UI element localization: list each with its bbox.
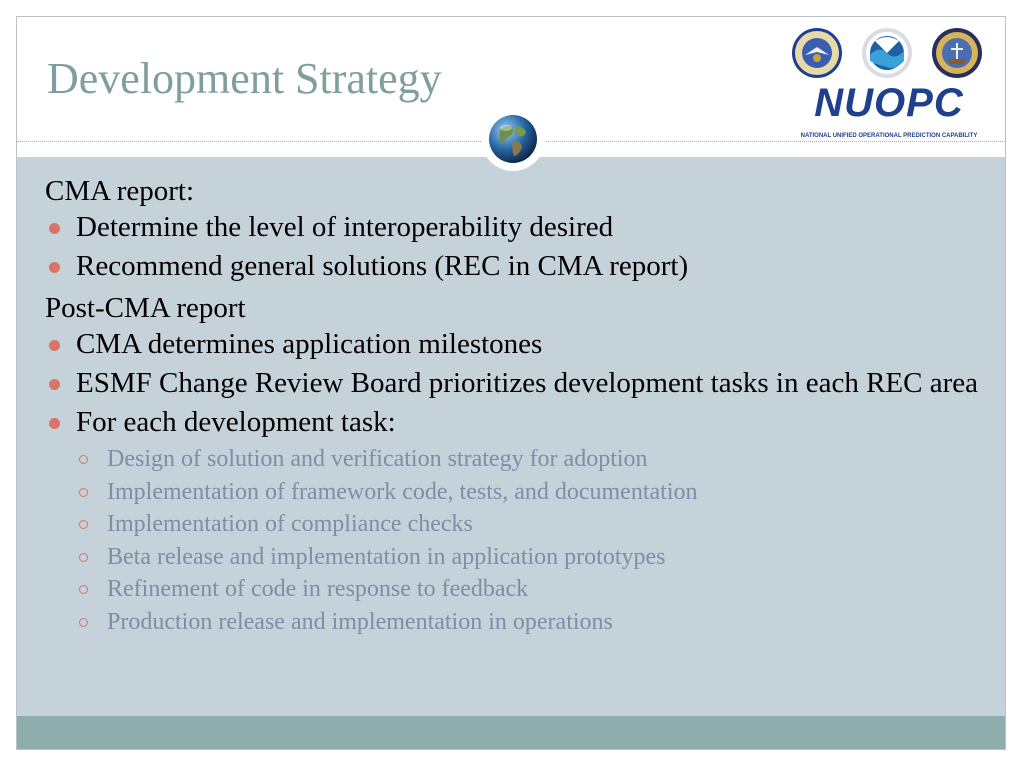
- sub-bullet-text: Implementation of compliance checks: [107, 511, 473, 537]
- sub-bullet-text: Design of solution and verification strategy for adoption: [107, 446, 648, 472]
- bullet-item: [45, 368, 985, 398]
- sub-bullet-ring-icon: [79, 520, 88, 529]
- noaa-seal-icon: [861, 27, 913, 79]
- sub-bullet-item: [45, 446, 985, 473]
- nuopc-logo: [789, 27, 989, 139]
- bullet-dot-icon: [49, 262, 60, 273]
- sub-bullet-item: [45, 609, 985, 636]
- sub-bullet-ring-icon: [79, 455, 88, 464]
- sub-bullet-text: Beta release and implementation in application prototypes: [107, 543, 666, 570]
- sub-bullet-item: [45, 576, 985, 603]
- bullet-text: For each development task:: [76, 406, 396, 438]
- nuopc-tagline: NATIONAL UNIFIED OPERATIONAL PREDICTION CAPABILITY: [800, 133, 978, 139]
- bullet-dot-icon: [49, 418, 60, 429]
- bullet-item: [45, 212, 985, 242]
- slide-body: [45, 173, 985, 641]
- bullet-dot-icon: [49, 340, 60, 351]
- section-heading-post-cma-report: Post-CMA report: [45, 292, 246, 324]
- sub-bullet-ring-icon: [79, 585, 88, 594]
- bullet-item: [45, 329, 985, 359]
- bullet-dot-icon: [49, 223, 60, 234]
- nuopc-wordmark: NUOPC: [814, 81, 964, 125]
- bullet-text: ESMF Change Review Board prioritizes development tasks in each REC area: [76, 367, 979, 399]
- bullet-item: [45, 251, 985, 281]
- bullet-text: CMA determines application milestones: [76, 328, 543, 360]
- sub-bullet-ring-icon: [79, 488, 88, 497]
- slide-title: Development Strategy: [47, 54, 442, 103]
- sub-bullet-ring-icon: [79, 618, 88, 627]
- section-heading-cma-report: CMA report:: [45, 175, 195, 207]
- sub-bullet-text: Implementation of framework code, tests, and documentation: [107, 478, 698, 505]
- sub-bullet-item: [45, 479, 985, 506]
- sub-bullet-item: [45, 511, 985, 538]
- sub-bullet-ring-icon: [79, 553, 88, 562]
- footer-bar: [17, 716, 1005, 750]
- slide: [16, 16, 1006, 750]
- globe-badge: [481, 107, 545, 171]
- bullet-item: [45, 407, 985, 437]
- bullet-text: Recommend general solutions (REC in CMA report): [76, 250, 689, 282]
- air-force-seal-icon: [791, 27, 843, 79]
- bullet-text: Determine the level of interoperability desired: [76, 211, 614, 243]
- bullet-dot-icon: [49, 379, 60, 390]
- sub-bullet-text: Production release and implementation in operations: [107, 608, 613, 635]
- globe-icon: [488, 114, 538, 164]
- sub-bullet-text: Refinement of code in response to feedback: [107, 576, 529, 602]
- navy-seal-icon: [931, 27, 983, 79]
- sub-bullet-item: [45, 544, 985, 571]
